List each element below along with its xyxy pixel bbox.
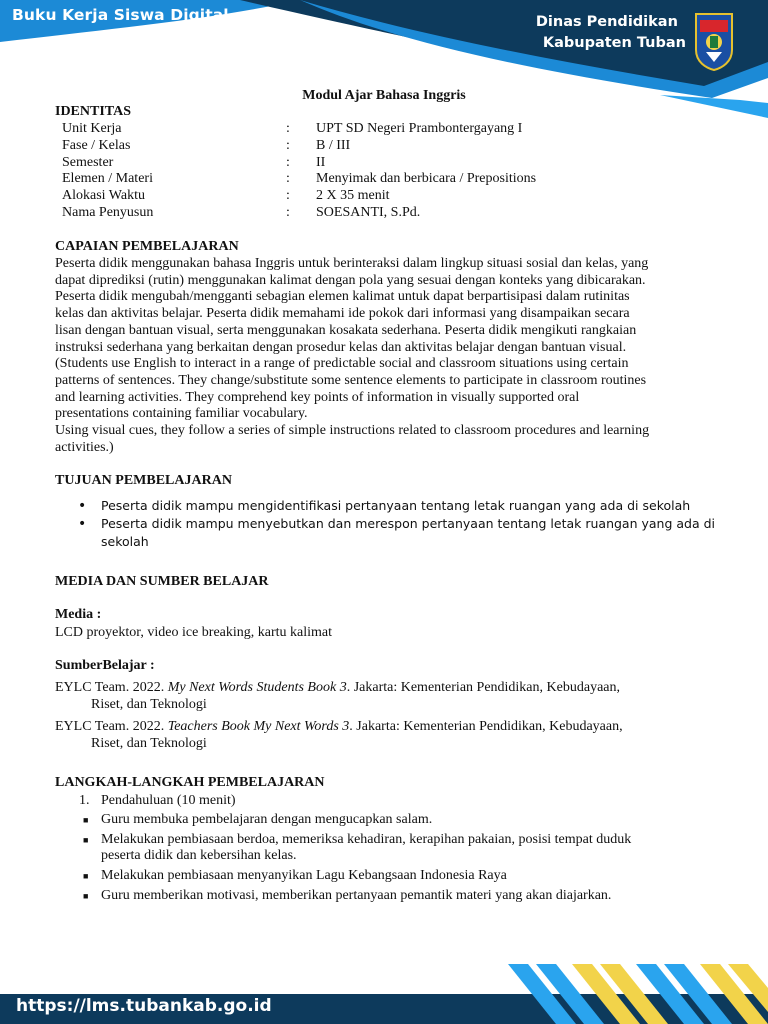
tujuan-list	[78, 497, 721, 551]
identity-label: Nama Penyusun	[62, 204, 154, 220]
footer-url: https://lms.tubankab.go.id	[16, 996, 272, 1016]
reference-publisher: . Jakarta: Kementerian Pendidikan, Kebudayaan,	[349, 719, 623, 734]
section-heading-langkah: LANGKAH-LANGKAH PEMBELAJARAN	[55, 775, 325, 790]
paragraph-line: presentations containing familiar vocabulary.	[55, 406, 308, 422]
identity-separator: :	[286, 121, 290, 136]
reference-author: EYLC Team. 2022.	[55, 719, 168, 734]
agency-name-line1: Dinas Pendidikan	[535, 14, 678, 30]
list-item-text: Peserta didik mampu menyebutkan dan merespon pertanyaan tentang letak ruangan yang ada di	[101, 516, 716, 531]
identity-separator: :	[286, 204, 290, 220]
list-item	[83, 888, 713, 905]
document-title: Modul Ajar Bahasa Inggris	[302, 88, 466, 103]
identity-row	[62, 121, 536, 138]
media-text: LCD proyektor, video ice breaking, kartu kalimat	[55, 625, 333, 640]
identity-table	[62, 121, 536, 222]
media-label: Media :	[55, 607, 102, 622]
paragraph-line: dapat diprediksi (rutin) menggunakan kalimat dengan pola yang sesuai dengan konteks yang dibicarakan.	[55, 272, 646, 288]
paragraph-line: kelas dan aktivitas belajar. Peserta didik memahami ide pokok dari informasi yang disampaikan secara	[55, 306, 630, 322]
reference-continuation: Riset, dan Teknologi	[91, 736, 207, 751]
bullet-icon: •	[78, 498, 87, 514]
identity-label: Semester	[62, 154, 114, 170]
reference-continuation: Riset, dan Teknologi	[91, 697, 207, 712]
paragraph-line: activities.)	[55, 439, 114, 455]
section-heading-capaian: CAPAIAN PEMBELAJARAN	[55, 239, 239, 254]
identity-value: Menyimak dan berbicara / Prepositions	[316, 171, 537, 187]
reference-item	[55, 679, 713, 713]
paragraph-line: (Students use English to interact in a range of predictable social and classroom situations using certain	[55, 356, 629, 372]
reference-line	[55, 718, 713, 735]
reference-publisher: . Jakarta: Kementerian Pendidikan, Kebudayaan,	[346, 680, 620, 695]
identity-row	[62, 188, 536, 205]
identity-label: Unit Kerja	[62, 121, 122, 136]
list-item	[83, 812, 713, 829]
identity-value: SOESANTI, S.Pd.	[316, 204, 421, 220]
paragraph-line: Using visual cues, they follow a series of simple instructions related to classroom procedures and learning	[55, 423, 650, 439]
agency-name-line2: Kabupaten Tuban	[542, 35, 686, 51]
identity-separator: :	[286, 188, 290, 204]
list-item-text: Melakukan pembiasaan berdoa, memeriksa kehadiran, kerapihan pakaian, posisi tempat duduk	[101, 831, 632, 847]
section-heading-tujuan: TUJUAN PEMBELAJARAN	[55, 473, 232, 488]
identity-row	[62, 205, 536, 222]
paragraph-line: patterns of sentences. They change/substitute some sentence elements to participate in classroom routines	[55, 372, 647, 388]
identity-value: UPT SD Negeri Prambontergayang I	[316, 121, 523, 136]
reference-author: EYLC Team. 2022.	[55, 680, 168, 695]
identity-value: B / III	[316, 137, 351, 153]
square-bullet-icon: ■	[83, 834, 89, 845]
paragraph-line: and learning activities. They comprehend key points of information in visually supported oral	[55, 389, 580, 405]
identity-label: Alokasi Waktu	[62, 188, 145, 204]
brand-title: Buku Kerja Siswa Digital	[12, 6, 229, 24]
list-item	[83, 868, 713, 885]
list-item	[83, 832, 713, 865]
identity-label: Elemen / Materi	[62, 171, 153, 187]
paragraph-line: lisan dengan bantuan visual, serta menggunakan kosakata sederhana. Peserta didik mengikuti rangkaian	[55, 322, 637, 338]
section-heading-identitas: IDENTITAS	[55, 104, 131, 119]
reference-line	[55, 679, 713, 696]
list-item-text: peserta didik dan kebersihan kelas.	[101, 848, 297, 864]
langkah-list	[83, 812, 713, 905]
list-item	[78, 515, 721, 551]
paragraph-line: instruksi sederhana yang berkaitan dengan prosedur kelas dan aktivitas belajar dengan bantuan visual.	[55, 339, 627, 355]
bullet-icon: •	[78, 516, 87, 532]
list-item-text: sekolah	[101, 534, 149, 549]
step-label: Pendahuluan (10 menit)	[101, 793, 236, 808]
square-bullet-icon: ■	[83, 871, 89, 882]
square-bullet-icon: ■	[83, 890, 89, 901]
list-item-text: Melakukan pembiasaan menyanyikan Lagu Kebangsaan Indonesia Raya	[101, 868, 507, 884]
square-bullet-icon: ■	[83, 815, 89, 825]
agency-name	[536, 12, 686, 54]
identity-label: Fase / Kelas	[62, 137, 131, 153]
identity-separator: :	[286, 137, 290, 153]
identity-value: 2 X 35 menit	[316, 188, 390, 204]
sumber-label: SumberBelajar :	[55, 658, 155, 673]
identity-value: II	[316, 154, 326, 170]
identity-row	[62, 155, 536, 172]
identity-row	[62, 138, 536, 155]
kabupaten-tuban-emblem-icon	[694, 12, 734, 72]
list-item-text: Peserta didik mampu mengidentifikasi pertanyaan tentang letak ruangan yang ada di sekolah	[101, 498, 691, 513]
identity-separator: :	[286, 171, 290, 187]
reference-title: Teachers Book My Next Words 3	[167, 719, 350, 734]
list-item-text: Guru memberikan motivasi, memberikan pertanyaan pemantik materi yang akan diajarkan.	[101, 887, 612, 903]
paragraph-line: Peserta didik mengubah/mengganti sebagian elemen kalimat untuk dapat berpartisipasi dalam rutinitas	[55, 289, 630, 305]
list-item	[78, 497, 721, 515]
list-item-text: Guru membuka pembelajaran dengan mengucapkan salam.	[101, 812, 433, 827]
reference-title: My Next Words Students Book 3	[167, 680, 347, 695]
identity-row	[62, 171, 536, 188]
capaian-paragraph	[55, 256, 715, 456]
reference-item	[55, 718, 713, 752]
paragraph-line: Peserta didik menggunakan bahasa Inggris untuk berinteraksi dalam lingkup situasi sosial dan kelas, yang	[55, 256, 649, 271]
identity-separator: :	[286, 154, 290, 170]
step-number: 1.	[79, 793, 90, 808]
section-heading-media: MEDIA DAN SUMBER BELAJAR	[55, 574, 269, 589]
